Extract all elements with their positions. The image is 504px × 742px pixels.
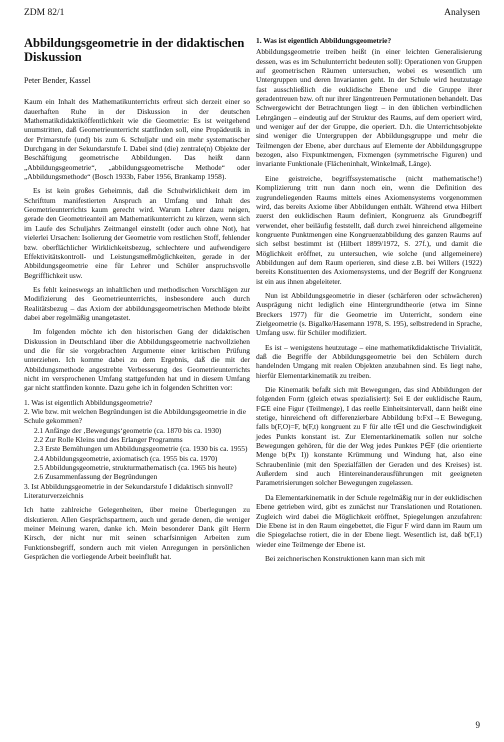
body-paragraph: Nun ist Abbildungsgeometrie in dieser (schärferen oder schwächeren) Ausprägung nicht lediglich eine Hintergrundtheorie (etwa im Sinne Breckers 1977) für die Geometrie im Unterricht, sondern eine Zielgeometrie (s. Bigalke/Hasemann 1978, S. 195), selbstredend in Sprache, Umfang usw. für Schüler modifiziert.: [256, 290, 482, 338]
right-column: [256, 36, 482, 568]
intro-paragraph: Es fehlt keineswegs an inhaltlichen und methodischen Vorschlägen zur Modifizierung des Geometrieunterrichts, insbesondere auch durch Realitätsbezug – das Axiom der abbildungsgeometrischen Methode bleibt dabei aber regelmäßig unangetastet.: [24, 284, 250, 322]
outline-item: 2.5 Abbildungsgeometrie, strukturmathematisch (ca. 1965 bis heute): [34, 463, 237, 473]
outline-item: Literaturverzeichnis: [24, 491, 84, 501]
outline-item: 2. Wie bzw. mit welchen Begründungen ist die Abbildungsgeometrie in die Schule gekommen?: [24, 407, 246, 426]
article-title: Abbildungsgeometrie in der didaktischen Diskussion: [24, 36, 245, 64]
running-header-right: Analysen: [444, 8, 480, 18]
outline-item: 2.2 Zur Rolle Kleins und des Erlanger Programms: [34, 435, 183, 445]
acknowledgment-paragraph: Ich hatte zahlreiche Gelegenheiten, über meine Überlegungen zu diskutieren. Allen Gesprächspartnern, auch und gerade denen, die weniger meiner Meinung waren, danke ich. Mein besonderer Dank gilt Herrn Kirsch, der nicht nur mit seinen scharfsinnigen Arbeiten zum Funktionsbegriff, sondern auch mit vielen Anregungen in persönlichen Gesprächen die vorliegende Arbeit beeinflußt hat.: [24, 505, 250, 562]
section-heading: 1. Was ist eigentlich Abbildungsgeometrie?: [256, 36, 392, 45]
outline-item: 2.4 Abbildungsgeometrie, axiomatisch (ca. 1955 bis ca. 1970): [34, 453, 218, 463]
intro-paragraph: Im folgenden möchte ich den historischen Gang der didaktischen Diskussion in Deutschland über die Abbildungsgeometrie nachvollziehen und die für sie vorgebrachten Argumente einer kritischen Prüfung unterziehen. Ich komme dabei zu dem Ergebnis, daß die mit der Abbildungsmethode angestrebte Verbesserung des Geometrieunterrichts nicht im versprochenen Umfang stattgefunden hat und in diesem Umfang gar nicht stattfinden konnte. Dazu gehe ich in folgenden Schritten vor:: [24, 327, 250, 393]
intro-paragraph: Kaum ein Inhalt des Mathematikunterrichts erfreut sich derzeit einer so dauerhaften Ruhe in der Diskussion in der deutschen Mathematikdidaktiköffentlichkeit wie die Geometrie: Es ist weitgehend unumstritten, daß Geometrieunterricht stattfinden soll, eine Propädeutik in der Primarstufe (und) bis zum 6. Schuljahr und ein mehr systematischer Durchgang in der Sekundarstufe I. Dabei sind (die) zentrale(n) Objekte der Beschäftigung geometrische Abbildungen. Das heißt dann „Abbildungsgeometrie“, „abbildungsgeometrische Methode“ oder „Abbildungsmethode“ (Bosch 1933b, Faber 1956, Brankamp 1958).: [24, 97, 250, 182]
body-paragraph: Bei zeichnerischen Konstruktionen kann man sich mit: [265, 553, 426, 563]
outline-item: 2.3 Erste Bemühungen um Abbildungsgeometrie (ca. 1930 bis ca. 1955): [34, 444, 248, 454]
left-column: [24, 36, 250, 567]
body-paragraph: Eine geistreiche, begriffssystematische (nicht mathematische!) Komplizierung tritt nun dann noch ein, wenn die Definition des zugrundeliegenden Raums mittels eines Axiomensystems vorgenommen wird, das bereits Axiome über Abbildungen enthält. Während etwa Hilbert zuerst den euklidischen Raum definiert, Kongruenz als Grundbegriff verwendet, eher beiläufig feststellt, daß durch zwei hinreichend allgemeine kongruente Punktmengen eine Kongruenzabbildung des ganzen Raums auf sich selbst bestimmt ist (Hilbert 1899/1972, S. 27f.), und damit die Möglichkeit eröffnet, zu untersuchen, wie solche (und allgemeinere) Abbildungen auf dem Raum operieren, sind diese z.B. bei Willers (1922) bereits Konstituenten des Axiomensystems, und der Begriff der Kongruenz ist ein aus ihnen abgeleiteter.: [256, 173, 482, 286]
page-number: 9: [475, 720, 480, 730]
outline-item: 1. Was ist eigentlich Abbildungsgeometrie?: [24, 397, 153, 407]
body-paragraph: Da Elementarkinematik in der Schule regelmäßig nur in der euklidischen Ebene getrieben wird, gibt es zunächst nur Translationen und Rotationen. Zugleich wird dabei die Möglichkeit eröffnet, Spiegelungen anzufahren: Die Ebene ist in den Raum eingebettet, die Figur F wird dann im Raum um die Spiegelachse rotiert, die in der Ebene liegt. Wesentlich ist, daß b(F,1) wieder eine Teilmenge der Ebene ist.: [256, 492, 482, 549]
outline-list: [24, 398, 250, 501]
outline-item: 2.6 Zusammenfassung der Begründungen: [34, 472, 158, 482]
running-header-left: ZDM 82/1: [24, 8, 65, 18]
outline-item: 3. Ist Abbildungsgeometrie in der Sekundarstufe I didaktisch sinnvoll?: [24, 481, 233, 491]
body-paragraph: Abbildungsgeometrie treiben heißt (in einer leichten Generalisierung dessen, was es im Schulunterricht bedeuten soll): Operationen von Gruppen auf geometrischen Räumen untersuchen, wobei es wesentlich um Untergruppen und deren Invarianten geht. In der Schule wird heutzutage fast ausschließlich die euklidische Ebene und die Gruppe ihrer geradentreuen bzw. oft nur ihrer längentreuen Permutationen behandelt. Das Schwergewicht der Betrachtungen liegt – in den üblichen verbindlichen Lehrgängen – eindeutig auf der Struktur des Raums, auf dem operiert wird, und weniger auf der der Gruppe, die operiert. D.h. die Unterrichtsobjekte sind weniger die Untergruppen der Abbildungsgruppe und mehr die Teilmengen der Ebene, aber durchaus auf Elemente der Abbildungsgruppe bezogen, also Fixpunktmengen, Fixmengen (symmetrische Figuren) und invariante Funktionale (Flächeninhalt, Winkelmaß, Länge).: [256, 47, 482, 169]
intro-paragraph: Es ist kein großes Geheimnis, daß die Schulwirklichkeit dem im Schrifttum manifestierten Anspruch an Umfang und Inhalt des Geometrieunterrichts kaum gerecht wird. Warum Lehrer dazu neigen, gerade den Geometrieanteil am Mathematikunterricht zu kürzen, wenn sich im Laufe des Schuljahrs Zeitmangel einstellt (oder auch ohne Not), hat vielerlei Ursachen: Isolierung der Geometrie vom restlichen Stoff, fehlender bzw. oberflächlicher Wirklichkeitsbezug, schlechtere und aufwendigere Effektivitätskontroll- und Leistungsmeßmöglichkeiten, gerade in der Abbildungsgeometrie eine für Lehrer und Schüler anspruchsvolle Begrifflichkeit usw.: [24, 186, 250, 280]
body-paragraph: Die Kinematik befaßt sich mit Bewegungen, das sind Abbildungen der folgenden Form (gleich etwas spezialisiert): Sei E der euklidische Raum, F⊆E eine Figur (Teilmenge), I das reelle Einheitsintervall, dann heißt eine stetige, hinreichend oft differenzierbare Abbildung b:FxI→E Bewegung, falls b(F,O)=F, b(F,t) kongruent zu F für alle t∈I und die Geschwindigkeit jedes Punkts konstant ist. Zur Elementarkinematik sollen nur solche Bewegungen gehören, für die der Weg jedes Punktes P∈F (die orientierte Menge b(Px I)) konstante Krümmung und Windung hat, also eine Schraubenlinie (mit den Spezialfällen der Geraden und des Kreises) ist. Außerdem sind auch Hintereinanderausführungen mit geeigneten Parametrisierungen solcher Bewegungen zugelassen.: [256, 385, 482, 488]
author-line: Peter Bender, Kassel: [24, 76, 91, 85]
body-paragraph: Es ist – wenigstens heutzutage – eine mathematikdidaktische Trivialität, daß die Begriffe der Abbildungsgeometrie bei den Schülern durch handelnden Umgang mit realen Objekten anzubahnen sind. Es liegt nahe, hierfür Elementarkinematik zu treiben.: [256, 342, 482, 380]
outline-item: 2.1 Anfänge der ‚Bewegungs‘geometrie (ca. 1870 bis ca. 1930): [34, 425, 222, 435]
